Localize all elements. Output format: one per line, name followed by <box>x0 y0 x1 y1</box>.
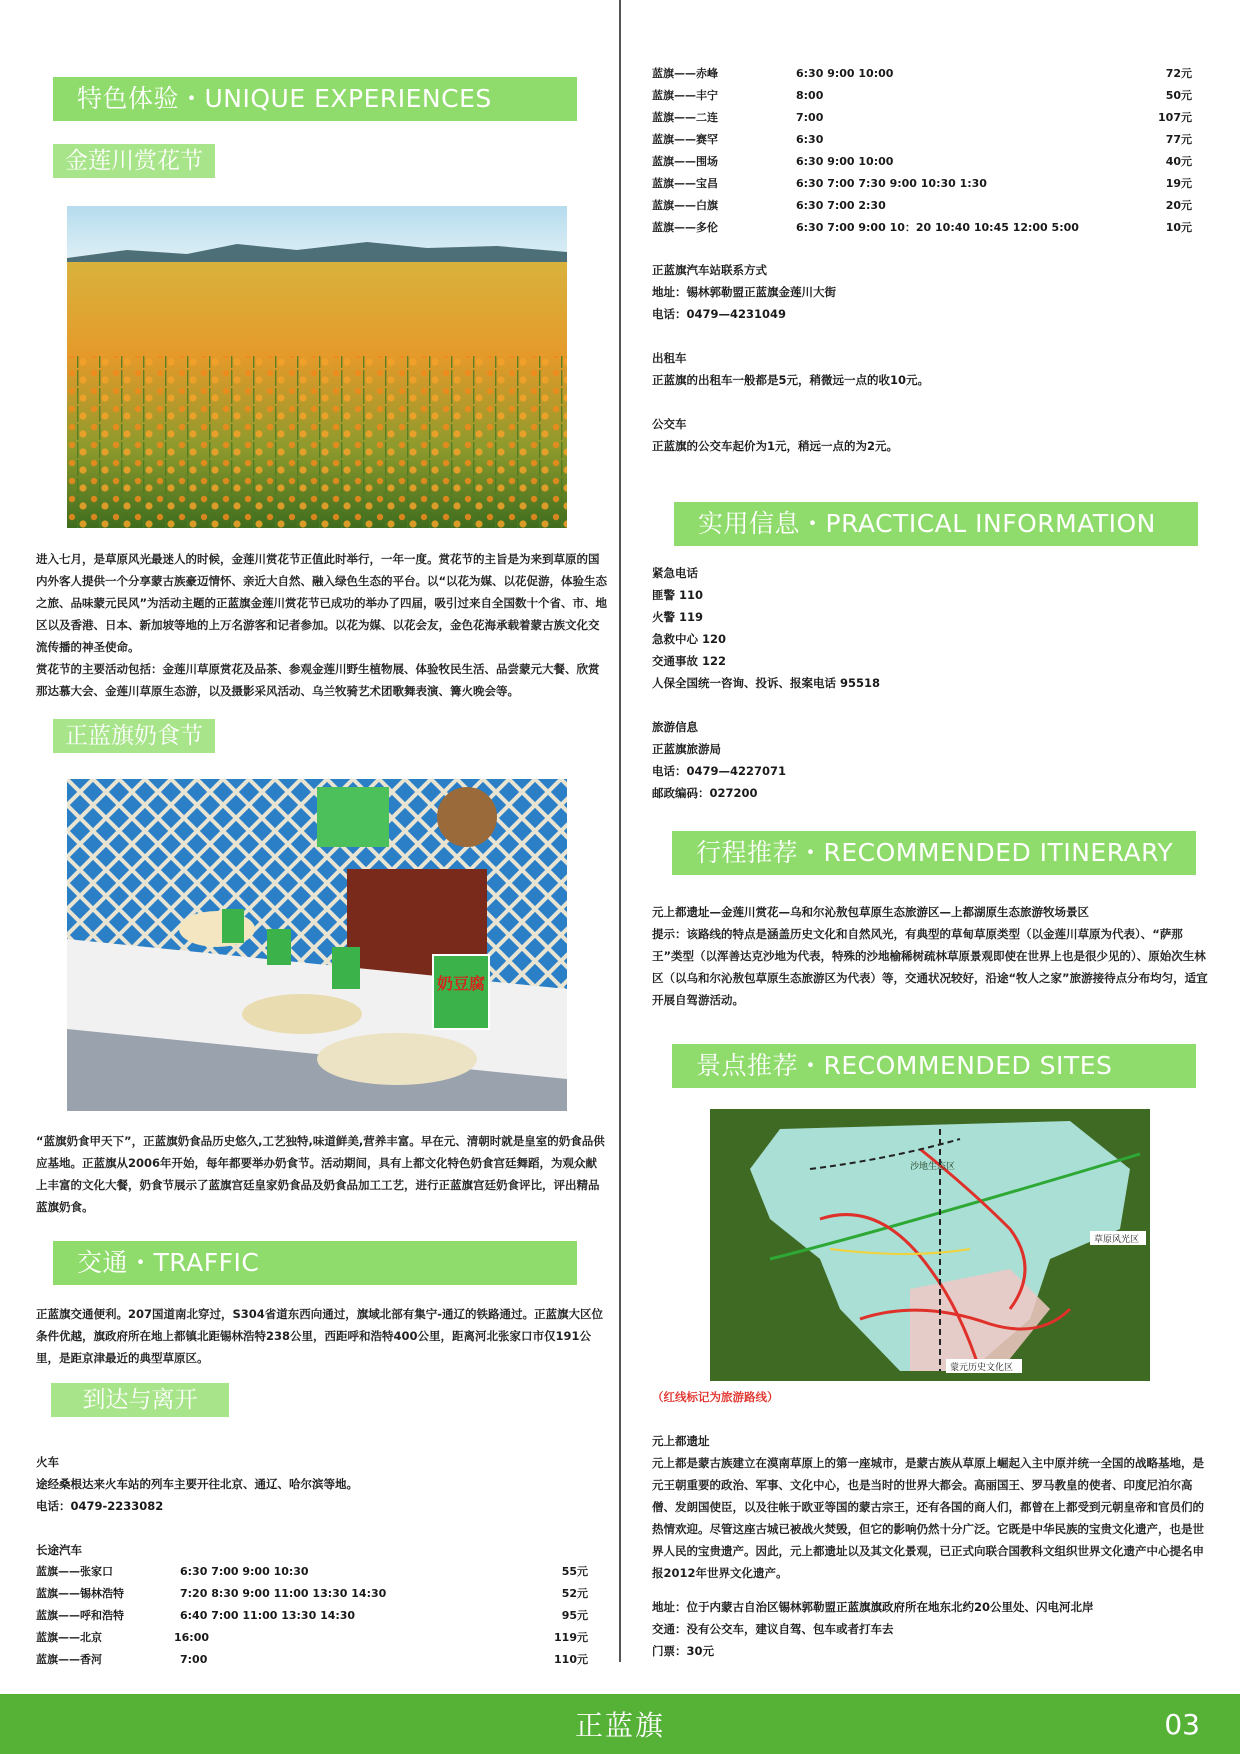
emergency-label: 紧急电话 <box>652 566 698 580</box>
itinerary-banner: 行程推荐・RECOMMENDED ITINERARY <box>672 831 1196 875</box>
bus-price: 110元 <box>554 1653 588 1666</box>
bus-price: 107元 <box>1158 111 1192 124</box>
bus-times: 6:30 7:00 9:00 10:30 <box>180 1565 309 1578</box>
long-bus-label: 长途汽车 <box>36 1543 82 1557</box>
bus-row <box>652 195 1192 217</box>
train-label: 火车 <box>36 1455 59 1469</box>
bus-row <box>36 1627 588 1649</box>
dairy-sign-text: 奶豆腐 <box>436 974 486 993</box>
footer-title: 正蓝旗 <box>574 1709 665 1742</box>
tourism-label: 旅游信息 <box>652 720 698 734</box>
bus-row <box>652 217 1192 239</box>
dairy-food-photo <box>67 779 567 1111</box>
bus-route: 蓝旗——北京 <box>36 1631 102 1644</box>
bus-route: 蓝旗——多伦 <box>652 221 718 234</box>
tourism-line: 电话：0479—4227071 <box>652 764 787 778</box>
bus-times: 16:00 <box>174 1631 210 1644</box>
flower-festival-heading: 金莲川赏花节 <box>53 144 215 178</box>
taxi-text: 正蓝旗的出租车一般都是5元，稍微远一点的收10元。 <box>652 373 930 387</box>
bus-times: 7:20 8:30 9:00 11:00 13:30 14:30 <box>180 1587 387 1600</box>
bus-price: 19元 <box>1165 177 1192 190</box>
bus-times: 7:00 <box>180 1653 208 1666</box>
train-phone: 电话：0479-2233082 <box>36 1499 164 1513</box>
bus-route: 蓝旗——锡林浩特 <box>36 1587 124 1600</box>
page-number: 03 <box>1164 1708 1200 1741</box>
itinerary-route: 元上都遗址—金莲川赏花—乌和尔沁敖包草原生态旅游区—上都湖原生态旅游牧场景区 <box>652 905 1089 919</box>
bus-times: 7:00 <box>796 111 824 124</box>
map-label-sand: 沙地生态区 <box>910 1162 956 1172</box>
bus-route: 蓝旗——丰宁 <box>652 89 718 102</box>
site-ticket: 门票：30元 <box>652 1644 715 1658</box>
column-divider <box>619 0 621 1662</box>
bus-row <box>36 1605 588 1627</box>
experiences-banner: 特色体验・UNIQUE EXPERIENCES <box>53 77 577 121</box>
practical-banner: 实用信息・PRACTICAL INFORMATION <box>674 502 1198 546</box>
tourism-map <box>710 1109 1150 1381</box>
bus-route: 蓝旗——宝昌 <box>652 177 718 190</box>
bus-route: 蓝旗——白旗 <box>652 199 718 212</box>
bus-route: 蓝旗——香河 <box>36 1653 102 1666</box>
bus-row <box>36 1583 588 1605</box>
bus-price: 40元 <box>1165 155 1192 168</box>
bus-price: 10元 <box>1165 221 1192 234</box>
emergency-line: 火警 119 <box>652 610 704 624</box>
bus-price: 95元 <box>561 1609 588 1622</box>
emergency-line: 交通事故 122 <box>652 654 727 668</box>
station-address: 地址：锡林郭勒盟正蓝旗金莲川大街 <box>652 285 836 299</box>
bus-times: 6:40 7:00 11:00 13:30 14:30 <box>180 1609 356 1622</box>
page-footer <box>0 1694 1240 1754</box>
site-description: 元上都是蒙古族建立在漠南草原上的第一座城市，是蒙古族从草原上崛起入主中原并统一全国的战略基地，是元王朝重要的政治、军事、文化中心，也是当时的世界大都会。高丽国王、罗马教皇的使者、印度尼泊尔高僧、发朗国使臣，以及往帐于欧亚等国的蒙古宗王，还有各国的商人们，都曾在上都受到元朝皇帝和官员们的热情欢迎。尽管这座古城已被战火焚毁，但它的影响仍然十分广泛。它既是中华民族的宝贵文化遗产，也是世界人民的宝贵遗产。因此，元上都遗址以及其文化景观，已正式向联合国教科文组织世界文化遗产中心提名申报2012年世界文化遗产。 <box>652 1456 1204 1580</box>
city-bus-text: 正蓝旗的公交车起价为1元，稍远一点的为2元。 <box>652 439 899 453</box>
bus-price: 72元 <box>1165 67 1192 80</box>
tourism-line: 邮政编码：027200 <box>652 786 758 800</box>
city-bus-label: 公交车 <box>652 417 687 431</box>
bus-times: 6:30 7:00 9:00 10：20 10:40 10:45 12:00 5:00 <box>796 221 1079 234</box>
arrival-heading: 到达与离开 <box>51 1383 229 1417</box>
bus-row <box>36 1561 588 1583</box>
bus-times: 6:30 9:00 10:00 <box>796 67 894 80</box>
bus-price: 50元 <box>1165 89 1192 102</box>
bus-price: 20元 <box>1165 199 1192 212</box>
bus-times: 6:30 9:00 10:00 <box>796 155 894 168</box>
itinerary-tip: 提示：该路线的特点是涵盖历史文化和自然风光，有典型的草甸草原类型（以金莲川草原为代表）、“萨那王”类型（以浑善达克沙地为代表，特殊的沙地榆稀树疏林草原景观即使在世界上也是很少见的）、原始次生林区（以乌和尔沁敖包草原生态旅游区为代表）等，交通状况较好，沿途“牧人之家”旅游接待点分布均匀，适宜开展自驾游活动。 <box>652 927 1208 1007</box>
bus-route: 蓝旗——张家口 <box>36 1565 113 1578</box>
flower-festival-paragraph-2: 赏花节的主要活动包括：金莲川草原赏花及品茶、参观金莲川野生植物展、体验牧民生活、品尝蒙元大餐、欣赏那达慕大会、金莲川草原生态游，以及摄影采风活动、乌兰牧骑艺术团歌舞表演、篝火晚会等。 <box>36 662 600 698</box>
bus-route: 蓝旗——赛罕 <box>652 133 718 146</box>
emergency-line: 匪警 110 <box>652 588 704 602</box>
tourism-line: 正蓝旗旅游局 <box>652 742 721 756</box>
map-note: （红线标记为旅游路线） <box>652 1390 779 1404</box>
bus-row <box>652 151 1192 173</box>
station-phone: 电话：0479—4231049 <box>652 307 787 321</box>
emergency-line: 急救中心 120 <box>652 632 727 646</box>
bus-times: 6:30 <box>796 133 824 146</box>
long-bus-schedule-continued <box>652 63 1192 239</box>
traffic-banner: 交通・TRAFFIC <box>53 1241 577 1285</box>
taxi-label: 出租车 <box>652 351 687 365</box>
emergency-line: 人保全国统一咨询、投诉、报案电话 95518 <box>652 676 881 690</box>
bus-price: 55元 <box>561 1565 588 1578</box>
bus-row <box>652 107 1192 129</box>
traffic-paragraph: 正蓝旗交通便利。207国道南北穿过，S304省道东西向通过，旗域北部有集宁-通辽的铁路通过。正蓝旗大区位条件优越，旗政府所在地上都镇北距锡林浩特238公里，西距呼和浩特400公里，距离河北张家口市仅191公里，是距京津最近的典型草原区。 <box>36 1307 604 1365</box>
bus-route: 蓝旗——围场 <box>652 155 718 168</box>
bus-row <box>652 173 1192 195</box>
dairy-festival-paragraph: “蓝旗奶食甲天下”，正蓝旗奶食品历史悠久,工艺独特,味道鲜美,营养丰富。早在元、清朝时就是皇室的奶食品供应基地。正蓝旗从2006年开始，每年都要举办奶食节。活动期间，具有上都文化特色奶食宫廷舞蹈，为观众献上丰富的文化大餐，奶食节展示了蓝旗宫廷皇家奶食品及奶食品加工工艺，进行正蓝旗宫廷奶食评比，评出精品蓝旗奶食。 <box>36 1134 605 1214</box>
sites-banner: 景点推荐・RECOMMENDED SITES <box>672 1044 1196 1088</box>
bus-row <box>652 63 1192 85</box>
map-label-history: 蒙元历史文化区 <box>950 1363 1014 1373</box>
bus-route: 蓝旗——赤峰 <box>652 67 718 80</box>
bus-price: 52元 <box>561 1587 588 1600</box>
flower-field-photo <box>67 206 567 528</box>
flower-festival-paragraph-1: 进入七月，是草原风光最迷人的时候，金莲川赏花节正值此时举行，一年一度。赏花节的主旨是为来到草原的国内外客人提供一个分享蒙古族豪迈情怀、亲近大自然、融入绿色生态的平台。以“以花为媒、以花促游，体验生态之旅、品味蒙元民风”为活动主题的正蓝旗金莲川赏花节已成功的举办了四届，吸引过来自全国数十个省、市、地区以及香港、日本、新加坡等地的上万名游客和记者参加。以花为媒、以花会友，金色花海承载着蒙古族文化交流传播的神圣使命。 <box>36 552 608 654</box>
station-contact-label: 正蓝旗汽车站联系方式 <box>652 263 767 277</box>
bus-times: 8:00 <box>796 89 824 102</box>
site-transport: 交通：没有公交车，建议自驾、包车或者打车去 <box>652 1622 894 1636</box>
bus-row <box>652 129 1192 151</box>
long-bus-schedule <box>36 1561 588 1671</box>
bus-route: 蓝旗——二连 <box>652 111 718 124</box>
bus-times: 6:30 7:00 2:30 <box>796 199 886 212</box>
bus-row <box>652 85 1192 107</box>
bus-price: 119元 <box>554 1631 588 1644</box>
bus-times: 6:30 7:00 7:30 9:00 10:30 1:30 <box>796 177 987 190</box>
train-text: 途经桑根达来火车站的列车主要开往北京、通辽、哈尔滨等地。 <box>36 1477 358 1491</box>
bus-route: 蓝旗——呼和浩特 <box>36 1609 124 1622</box>
bus-row <box>36 1649 588 1671</box>
site-name: 元上都遗址 <box>652 1434 710 1448</box>
bus-price: 77元 <box>1165 133 1192 146</box>
map-label-grassland: 草原风光区 <box>1094 1235 1140 1245</box>
site-address: 地址：位于内蒙古自治区锡林郭勒盟正蓝旗旗政府所在地东北约20公里处、闪电河北岸 <box>652 1600 1094 1614</box>
dairy-festival-heading: 正蓝旗奶食节 <box>53 719 215 753</box>
